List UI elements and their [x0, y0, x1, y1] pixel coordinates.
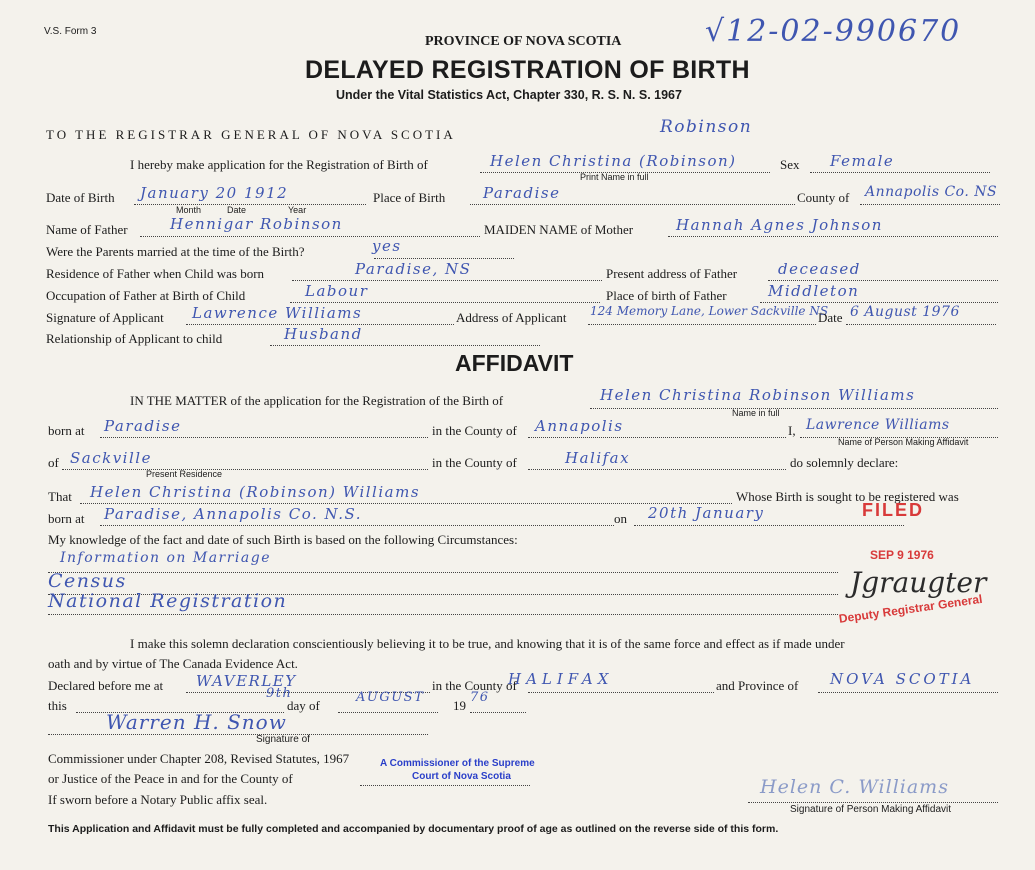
father-pob-label: Place of birth of Father — [606, 288, 727, 303]
pob-label: Place of Birth — [373, 190, 446, 205]
knowledge-text: My knowledge of the fact and date of such Birth is based on the following Circumstances: — [48, 532, 518, 547]
of-label: of — [48, 455, 59, 470]
province-heading: PROVINCE OF NOVA SCOTIA — [425, 34, 622, 49]
person-caption: Name of Person Making Affidavit — [838, 437, 969, 447]
married-label: Were the Parents married at the time of the Birth? — [46, 244, 305, 259]
applicant-signature-caption: Signature of Person Making Affidavit — [790, 804, 952, 815]
page-title: DELAYED REGISTRATION OF BIRTH — [305, 56, 750, 84]
commissioner-text: Commissioner under Chapter 208, Revised Statutes, 1967 — [48, 751, 350, 766]
born-at-label: born at — [48, 423, 85, 438]
county-label: County of — [797, 190, 850, 205]
occupation-value: Labour — [305, 282, 369, 300]
pob-value: Paradise — [483, 184, 561, 202]
oath-text: oath and by virtue of The Canada Evidence Act. — [48, 656, 298, 671]
year-prefix: 19 — [453, 698, 466, 713]
commissioner-stamp-line1: A Commissioner of the Supreme — [380, 758, 535, 769]
applicant-signature-label: Signature of Applicant — [46, 310, 164, 325]
form-number: V.S. Form 3 — [44, 26, 97, 37]
notary-text: If sworn before a Notary Public affix seal. — [48, 792, 268, 807]
applicant-signature-value: Lawrence Williams — [192, 304, 363, 322]
declared-value: WAVERLEY — [196, 672, 297, 690]
county-value-1: Annapolis — [535, 417, 624, 435]
county-label-2: in the County of — [432, 455, 517, 470]
that-label: That — [48, 489, 72, 504]
on-label: on — [614, 511, 627, 526]
page-subtitle: Under the Vital Statistics Act, Chapter 330, R. S. N. S. 1967 — [336, 88, 682, 102]
born-at-value: Paradise — [104, 417, 182, 435]
this-label: this — [48, 698, 67, 713]
married-value: yes — [372, 237, 402, 255]
child-name-value: Helen Christina (Robinson) — [490, 152, 737, 170]
that-value: Helen Christina (Robinson) Williams — [90, 483, 421, 501]
residence-caption: Present Residence — [146, 469, 223, 479]
father-label: Name of Father — [46, 222, 128, 237]
sex-value: Female — [830, 152, 895, 170]
residence-label: Residence of Father when Child was born — [46, 266, 265, 281]
applicant-affidavit-signature: Helen C. Williams — [760, 776, 949, 798]
father-value: Hennigar Robinson — [170, 215, 343, 233]
year-value: 76 — [470, 690, 490, 705]
dob-label: Date of Birth — [46, 190, 115, 205]
matter-name-value: Helen Christina Robinson Williams — [600, 386, 916, 404]
dob-year-caption: Year — [288, 205, 307, 215]
name-caption: Print Name in full — [580, 172, 649, 182]
surname-correction: Robinson — [660, 117, 753, 137]
county-value-2: Halifax — [565, 449, 631, 467]
person-value: Lawrence Williams — [806, 417, 950, 433]
county-label-1: in the County of — [432, 423, 517, 438]
dob-date-caption: Date — [227, 205, 247, 215]
matter-text: IN THE MATTER of the application for the Registration of the Birth of — [130, 393, 504, 408]
day-of-label: day of — [287, 698, 320, 713]
born-at-label-2: born at — [48, 511, 85, 526]
registrar-signature: Jgraugter — [850, 566, 987, 599]
circumstance-1: Information on Marriage — [60, 550, 272, 566]
date-label: Date — [818, 310, 843, 325]
province-value: NOVA SCOTIA — [830, 670, 975, 688]
justice-text: or Justice of the Peace in and for the County of — [48, 771, 293, 786]
mother-value: Hannah Agnes Johnson — [676, 216, 883, 234]
signature-of-caption: Signature of — [256, 734, 310, 745]
on-value: 20th January — [648, 504, 765, 522]
father-pob-value: Middleton — [768, 282, 860, 300]
commissioner-signature: Warren H. Snow — [106, 710, 287, 734]
province-label: and Province of — [716, 678, 799, 693]
present-address-label: Present address of Father — [606, 266, 738, 281]
county-value: Annapolis Co. NS — [865, 184, 998, 200]
relationship-label: Relationship of Applicant to child — [46, 331, 223, 346]
applicant-address-label: Address of Applicant — [456, 310, 567, 325]
applicant-address-value: 124 Memory Lane, Lower Sackville NS — [590, 304, 829, 318]
day-value: 9th — [266, 686, 293, 701]
i-label: I, — [788, 423, 796, 438]
footer-note: This Application and Affidavit must be fully completed and accompanied by documentary proof of age as outlined on the reverse side of this form. — [48, 823, 779, 835]
declare-text: do solemnly declare: — [790, 455, 899, 470]
present-address-value: deceased — [778, 260, 861, 278]
relationship-value: Husband — [284, 325, 363, 343]
solemn-text: I make this solemn declaration conscientiously believing it to be true, and knowing that it is of the same force and effect as if made under — [130, 636, 845, 651]
filed-date-stamp: SEP 9 1976 — [870, 548, 934, 562]
commissioner-stamp-line2: Court of Nova Scotia — [412, 771, 511, 782]
application-text: I hereby make application for the Registration of Birth of — [130, 157, 428, 172]
deputy-stamp: Deputy Registrar General — [838, 591, 984, 626]
dob-month-caption: Month — [176, 205, 202, 215]
born-at-value-2: Paradise, Annapolis Co. N.S. — [104, 505, 362, 523]
county-value-3: HALIFAX — [508, 670, 614, 688]
date-value: 6 August 1976 — [850, 304, 960, 320]
affidavit-title: AFFIDAVIT — [455, 350, 574, 376]
whose-birth-text: Whose Birth is sought to be registered was — [736, 489, 959, 504]
occupation-label: Occupation of Father at Birth of Child — [46, 288, 246, 303]
declared-label: Declared before me at — [48, 678, 164, 693]
sex-label: Sex — [780, 157, 800, 172]
residence-value: Paradise, NS — [355, 260, 472, 278]
file-number: √12-02-990670 — [705, 14, 962, 49]
addressee: TO THE REGISTRAR GENERAL OF NOVA SCOTIA — [46, 127, 456, 142]
matter-name-caption: Name in full — [732, 408, 780, 418]
county-label-3: in the County of — [432, 678, 517, 693]
circumstance-2: Census — [48, 570, 127, 592]
mother-label: MAIDEN NAME of Mother — [484, 222, 634, 237]
month-value: AUGUST — [356, 690, 425, 705]
circumstance-3: National Registration — [48, 590, 288, 612]
dob-value: January 20 1912 — [140, 184, 289, 202]
residence-value-affidavit: Sackville — [70, 449, 152, 467]
filed-stamp: FILED — [862, 500, 924, 520]
